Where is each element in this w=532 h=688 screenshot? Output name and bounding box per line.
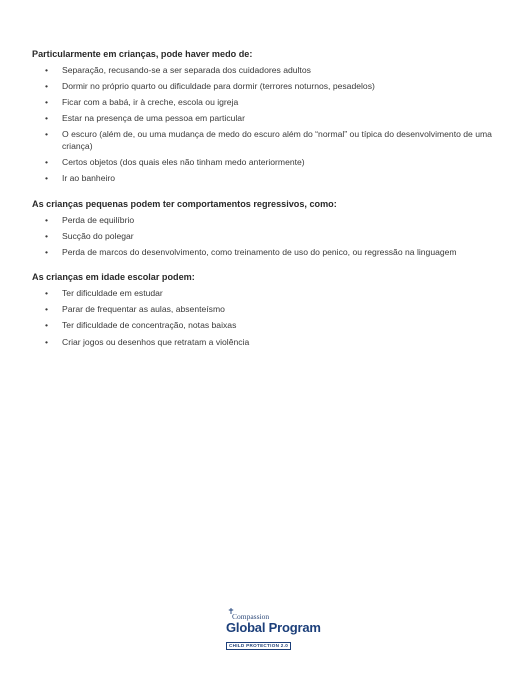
list-item (32, 288, 502, 300)
cross-mark-icon (228, 608, 234, 614)
bullet-icon: • (45, 97, 49, 108)
section-regressive-behaviors (32, 198, 502, 259)
list-item-text: Ter dificuldade em estudar (62, 288, 163, 299)
section-school-age (32, 271, 502, 348)
logo-brand (226, 612, 326, 621)
bullet-icon: • (45, 246, 49, 257)
list-item (32, 113, 502, 125)
section-title: As crianças pequenas podem ter comportamentos regressivos, como: (32, 198, 337, 209)
document-body (32, 48, 502, 361)
list-item (32, 129, 502, 152)
list-item-text: Ir ao banheiro (62, 173, 116, 184)
section-title: As crianças em idade escolar podem: (32, 272, 195, 283)
list-item-text: Ficar com a babá, ir à creche, escola ou igreja (62, 97, 239, 108)
list-item-text: Estar na presença de uma pessoa em particular (62, 113, 245, 124)
list-item (32, 97, 502, 109)
list-item-text: Certos objetos (dos quais eles não tinham medo anteriormente) (62, 156, 305, 167)
list-item (32, 81, 502, 93)
bullet-icon: • (45, 81, 49, 92)
list-item-text: Perda de marcos do desenvolvimento, como treinamento de uso do penico, ou regressão na linguagem (62, 246, 457, 257)
bullet-list (32, 215, 502, 259)
logo-title: Global Program (226, 620, 321, 635)
logo-brand-text: Compassion (232, 612, 270, 621)
bullet-icon: • (45, 288, 49, 299)
list-item-text: Perda de equilíbrio (62, 214, 135, 225)
bullet-list (32, 288, 502, 348)
bullet-icon: • (45, 156, 49, 167)
list-item (32, 215, 502, 227)
bullet-icon: • (45, 214, 49, 225)
list-item (32, 157, 502, 169)
logo-subtitle: CHILD PROTECTION 2.0 (226, 642, 291, 650)
list-item-text: Ter dificuldade de concentração, notas baixas (62, 320, 237, 331)
compassion-global-program-logo (226, 612, 326, 652)
bullet-icon: • (45, 65, 49, 75)
list-item-text: Criar jogos ou desenhos que retratam a violência (62, 336, 250, 347)
bullet-icon: • (45, 129, 49, 140)
list-item-text: Sucção do polegar (62, 230, 134, 241)
bullet-icon: • (45, 173, 49, 184)
list-item (32, 65, 502, 77)
list-item (32, 231, 502, 243)
list-item (32, 337, 502, 349)
list-item-text: Dormir no próprio quarto ou dificuldade para dormir (terrores noturnos, pesadelos) (62, 81, 375, 92)
bullet-list (32, 65, 502, 185)
list-item-text: Parar de frequentar as aulas, absenteísmo (62, 304, 225, 315)
section-title: Particularmente em crianças, pode haver medo de: (32, 49, 253, 59)
bullet-icon: • (45, 230, 49, 241)
list-item-text: O escuro (além de, ou uma mudança de medo do escuro além do “normal” ou típica do desenvolvimento de uma criança) (62, 129, 492, 151)
section-fears (32, 48, 502, 185)
bullet-icon: • (45, 304, 49, 315)
list-item (32, 173, 502, 185)
list-item (32, 320, 502, 332)
bullet-icon: • (45, 113, 49, 124)
list-item-text: Separação, recusando-se a ser separada dos cuidadores adultos (62, 65, 311, 75)
bullet-icon: • (45, 320, 49, 331)
list-item (32, 247, 502, 259)
bullet-icon: • (45, 336, 49, 347)
list-item (32, 304, 502, 316)
